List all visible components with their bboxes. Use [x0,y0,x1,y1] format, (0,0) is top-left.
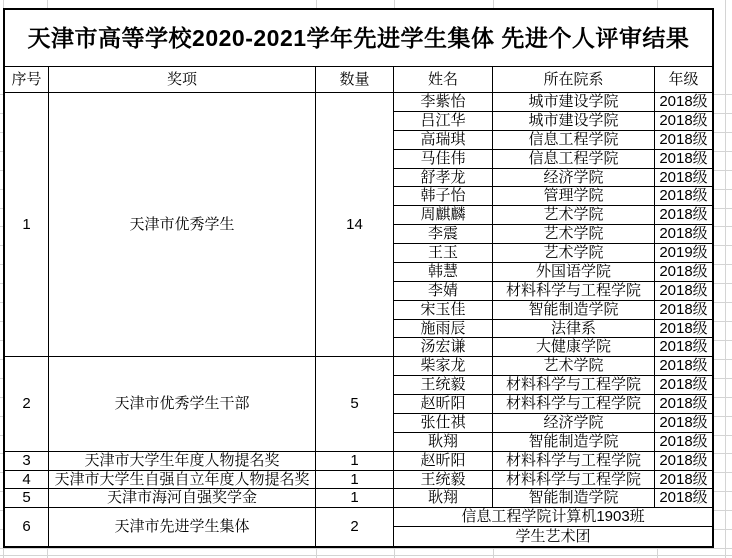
person-grade-cell: 2018级 [655,471,712,490]
header-cell-name: 姓名 [394,67,493,93]
person-department-cell: 智能制造学院 [493,301,655,320]
header-cell-department: 所在院系 [493,67,655,93]
person-name-cell: 王玉 [394,244,493,263]
person-name-cell: 耿翔 [394,433,493,452]
person-grade-cell: 2018级 [655,395,712,414]
award-index-cell: 2 [5,357,49,451]
person-grade-cell: 2019级 [655,244,712,263]
person-department-cell: 艺术学院 [493,225,655,244]
sheet-gridline-horizontal [0,555,732,556]
person-grade-cell: 2018级 [655,282,712,301]
person-name-cell: 李震 [394,225,493,244]
person-department-cell: 材料科学与工程学院 [493,452,655,471]
person-name-cell: 赵昕阳 [394,452,493,471]
person-name-cell: 王统毅 [394,376,493,395]
person-grade-cell: 2018级 [655,414,712,433]
person-department-cell: 大健康学院 [493,338,655,357]
person-department-cell: 经济学院 [493,414,655,433]
person-department-cell: 智能制造学院 [493,489,655,508]
person-name-cell: 耿翔 [394,489,493,508]
person-name-cell: 张仕祺 [394,414,493,433]
collective-label-cell: 学生艺术团 [394,527,712,546]
award-label-cell: 天津市大学生自强自立年度人物提名奖 [49,471,316,490]
person-grade-cell: 2018级 [655,150,712,169]
award-index-cell: 3 [5,452,49,471]
person-name-cell: 李紫怡 [394,93,493,112]
person-name-cell: 赵昕阳 [394,395,493,414]
person-department-cell: 艺术学院 [493,244,655,263]
person-grade-cell: 2018级 [655,169,712,188]
collective-label-cell: 信息工程学院计算机1903班 [394,508,712,527]
header-cell-count: 数量 [316,67,394,93]
award-index-cell: 1 [5,93,49,357]
person-department-cell: 材料科学与工程学院 [493,282,655,301]
person-name-cell: 周麒麟 [394,206,493,225]
person-name-cell: 马佳伟 [394,150,493,169]
award-count-cell: 1 [316,452,394,471]
person-grade-cell: 2018级 [655,433,712,452]
award-index-cell: 5 [5,489,49,508]
person-department-cell: 外国语学院 [493,263,655,282]
award-label-cell: 天津市大学生年度人物提名奖 [49,452,316,471]
sheet-gridline-vertical [725,0,726,558]
person-grade-cell: 2018级 [655,112,712,131]
award-count-cell: 1 [316,471,394,490]
person-name-cell: 施雨辰 [394,320,493,339]
award-label-cell: 天津市优秀学生 [49,93,316,357]
award-count-cell: 2 [316,508,394,546]
header-cell-index: 序号 [5,67,49,93]
person-department-cell: 法律系 [493,320,655,339]
award-count-cell: 1 [316,489,394,508]
person-name-cell: 高瑞琪 [394,131,493,150]
person-name-cell: 舒孝龙 [394,169,493,188]
award-label-cell: 天津市优秀学生干部 [49,357,316,451]
person-department-cell: 材料科学与工程学院 [493,471,655,490]
person-grade-cell: 2018级 [655,263,712,282]
person-grade-cell: 2018级 [655,225,712,244]
person-grade-cell: 2018级 [655,320,712,339]
header-cell-grade: 年级 [655,67,712,93]
person-name-cell: 李婧 [394,282,493,301]
page-title: 天津市高等学校2020-2021学年先进学生集体 先进个人评审结果 [5,10,712,67]
person-department-cell: 经济学院 [493,169,655,188]
header-cell-award: 奖项 [49,67,316,93]
person-department-cell: 管理学院 [493,187,655,206]
person-department-cell: 信息工程学院 [493,150,655,169]
person-grade-cell: 2018级 [655,301,712,320]
person-name-cell: 吕江华 [394,112,493,131]
person-name-cell: 韩慧 [394,263,493,282]
person-grade-cell: 2018级 [655,338,712,357]
award-count-cell: 5 [316,357,394,451]
person-grade-cell: 2018级 [655,357,712,376]
award-label-cell: 天津市海河自强奖学金 [49,489,316,508]
person-grade-cell: 2018级 [655,187,712,206]
award-count-cell: 14 [316,93,394,357]
award-index-cell: 6 [5,508,49,546]
person-name-cell: 柴家龙 [394,357,493,376]
person-department-cell: 艺术学院 [493,357,655,376]
person-department-cell: 材料科学与工程学院 [493,376,655,395]
award-index-cell: 4 [5,471,49,490]
person-name-cell: 王统毅 [394,471,493,490]
person-department-cell: 信息工程学院 [493,131,655,150]
person-name-cell: 韩子怡 [394,187,493,206]
person-grade-cell: 2018级 [655,206,712,225]
award-results-table [3,8,714,548]
person-grade-cell: 2018级 [655,489,712,508]
person-grade-cell: 2018级 [655,131,712,150]
person-grade-cell: 2018级 [655,376,712,395]
person-grade-cell: 2018级 [655,452,712,471]
person-name-cell: 汤宏谦 [394,338,493,357]
award-label-cell: 天津市先进学生集体 [49,508,316,546]
person-name-cell: 宋玉佳 [394,301,493,320]
person-department-cell: 艺术学院 [493,206,655,225]
person-department-cell: 智能制造学院 [493,433,655,452]
person-department-cell: 城市建设学院 [493,93,655,112]
person-department-cell: 城市建设学院 [493,112,655,131]
sheet-gridline-horizontal [0,548,732,549]
person-department-cell: 材料科学与工程学院 [493,395,655,414]
person-grade-cell: 2018级 [655,93,712,112]
